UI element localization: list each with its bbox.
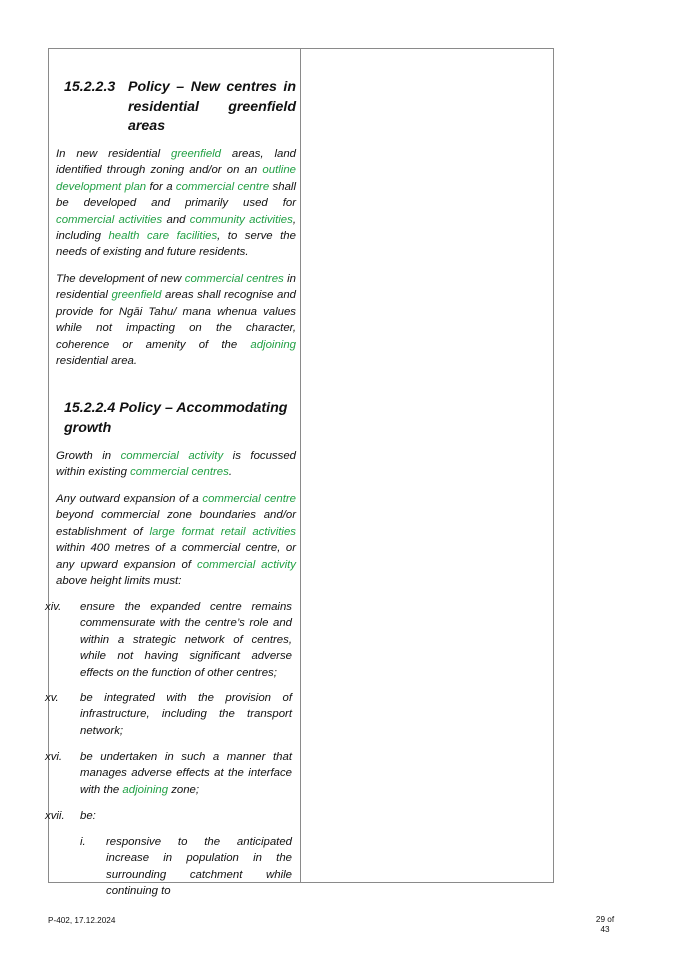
policy-text-column — [45, 49, 301, 898]
section2-heading: 15.2.2.4 Policy – Accommodating growth — [64, 400, 288, 436]
text-run: Any outward expansion of a — [56, 493, 203, 505]
list-marker: xv. — [45, 692, 59, 704]
text-run: , to serve the needs of existing and future residents. — [56, 230, 296, 259]
defined-term-link[interactable]: commercial centre — [175, 180, 270, 193]
text-run: is focussed within existing — [56, 450, 296, 479]
defined-term-link[interactable]: greenfield — [111, 289, 162, 302]
text-run: be undertaken in such a manner that manages adverse effects at the interface with the — [80, 751, 292, 796]
text-run: above height limits must: — [56, 575, 182, 588]
defined-term-link[interactable]: outline development plan — [56, 164, 296, 193]
text-run: . — [228, 466, 232, 479]
text-run: for a — [146, 180, 176, 193]
sub-list-marker: i. — [80, 836, 86, 848]
text-run: beyond commercial zone boundaries and/or establishment of — [56, 509, 296, 538]
section1-paragraph-2 — [56, 271, 296, 369]
section2-paragraph-2 — [56, 491, 296, 589]
text-run: In new residential — [56, 148, 171, 160]
defined-term-link[interactable]: greenfield — [170, 148, 222, 160]
defined-term-link[interactable]: health care facilities — [108, 230, 218, 243]
section1-paragraph-1 — [56, 146, 296, 261]
text-run: and — [162, 213, 190, 226]
empty-notes-column — [301, 49, 553, 882]
defined-term-link[interactable]: commercial centre — [202, 493, 296, 505]
list-item-text — [80, 599, 292, 681]
text-run: responsive to the anticipated increase in population in the surrounding catchment while continuing to — [106, 836, 292, 898]
policy-table — [45, 48, 554, 898]
text-run: within 400 metres of a commercial centre, or any upward expansion of — [56, 542, 296, 571]
section-number: 15.2.2.3 — [64, 79, 116, 95]
list-marker: xiv. — [45, 601, 62, 613]
page-number-line-1: 29 of — [595, 915, 615, 924]
list-marker: xvii. — [45, 810, 65, 822]
text-run: The development of new — [56, 273, 185, 285]
defined-term-link[interactable]: commercial centres — [184, 273, 284, 285]
list-item-text — [80, 808, 292, 824]
section-title: Policy – New centres in residential greenfield areas — [128, 79, 296, 134]
defined-term-link[interactable]: commercial activity — [197, 558, 296, 571]
text-run: ensure the expanded centre remains commensurate with the centre’s role and within a strategic network of centres, while not having significant adverse effects on the function of other centres; — [80, 601, 292, 679]
text-run: residential area. — [56, 355, 138, 368]
text-run: areas, land identified through zoning and/or on an — [56, 148, 296, 177]
page-number — [585, 915, 625, 935]
defined-term-link[interactable]: commercial activities — [56, 213, 163, 226]
text-run: shall be developed and primarily used for — [56, 180, 296, 210]
section2-paragraph-1 — [56, 448, 296, 481]
text-run: , including — [56, 213, 296, 243]
defined-term-link[interactable]: large format retail activities — [149, 525, 296, 538]
defined-term-link[interactable]: community activities — [189, 213, 293, 226]
list-item-text — [80, 690, 292, 739]
defined-term-link[interactable]: commercial centres — [130, 466, 229, 479]
text-run: Growth in — [56, 450, 121, 462]
defined-term-link[interactable]: adjoining — [250, 338, 296, 351]
list-item-text — [80, 749, 292, 798]
text-run: be integrated with the provision of infrastructure, including the transport network; — [80, 692, 292, 737]
document-reference: P-402, 17.12.2024 — [48, 916, 116, 925]
text-run: zone; — [168, 783, 200, 796]
sub-list-item-text — [106, 834, 292, 900]
text-run: in residential — [56, 273, 296, 302]
defined-term-link[interactable]: adjoining — [122, 783, 169, 796]
text-run: be: — [80, 810, 96, 822]
defined-term-link[interactable]: commercial activity — [120, 450, 224, 462]
text-run: areas shall recognise and provide for Ngāi Tahu/ mana whenua values while not impacting on the character, coherence or amenity of the — [56, 289, 296, 351]
page-number-line-2: 43 — [600, 925, 610, 934]
list-marker: xvi. — [45, 751, 63, 763]
